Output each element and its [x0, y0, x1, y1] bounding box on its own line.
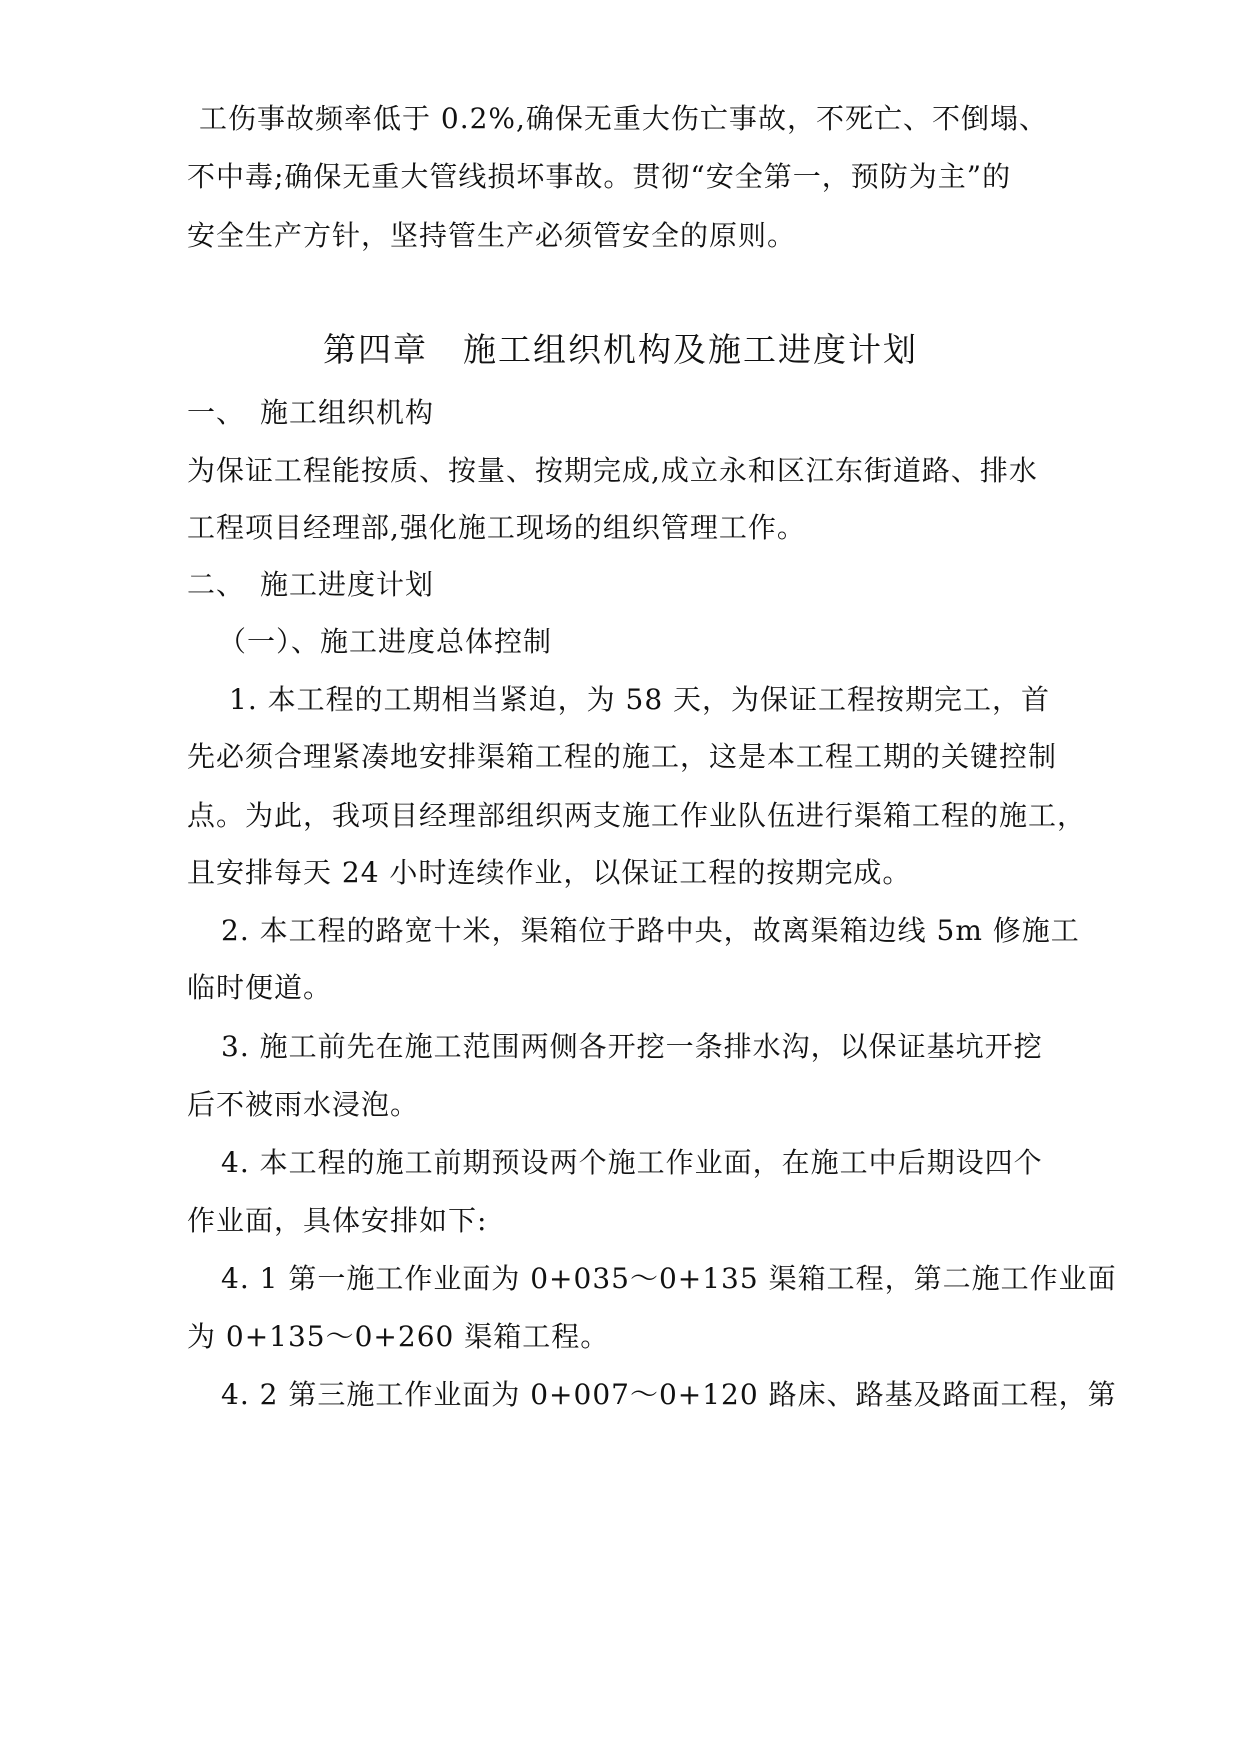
item-4-line-1: 4. 本工程的施工前期预设两个施工作业面，在施工中后期设四个 [221, 1146, 1043, 1179]
intro-line-3: 安全生产方针，坚持管生产必须管安全的原则。 [187, 219, 797, 252]
item-1-line-3: 点。为此，我项目经理部组织两支施工作业队伍进行渠箱工程的施工， [187, 799, 1087, 832]
item-3-line-1: 3. 施工前先在施工范围两侧各开挖一条排水沟，以保证基坑开挖 [221, 1030, 1043, 1063]
item-1-line-2: 先必须合理紧凑地安排渠箱工程的施工，这是本工程工期的关键控制 [187, 740, 1058, 773]
section-1-heading: 一、 施工组织机构 [187, 396, 435, 429]
item-4-2-line-1: 4. 2 第三施工作业面为 0+007～0+120 路床、路基及路面工程，第 [221, 1378, 1117, 1411]
item-2-line-2: 临时便道。 [187, 971, 333, 1004]
item-1-line-4: 且安排每天 24 小时连续作业，以保证工程的按期完成。 [187, 856, 912, 889]
section-1-line-2: 工程项目经理部,强化施工现场的组织管理工作。 [187, 511, 806, 544]
item-4-line-2: 作业面，具体安排如下: [187, 1204, 488, 1237]
item-4-1-line-2: 为 0+135～0+260 渠箱工程。 [187, 1320, 610, 1353]
section-2-subheading: （一）、施工进度总体控制 [218, 625, 553, 658]
intro-line-2: 不中毒;确保无重大管线损坏事故。贯彻“安全第一，预防为主”的 [187, 160, 1012, 193]
item-2-line-1: 2. 本工程的路宽十米，渠箱位于路中央，故离渠箱边线 5m 修施工 [221, 914, 1080, 947]
section-1-line-1: 为保证工程能按质、按量、按期完成,成立永和区江东街道路、排水 [187, 454, 1038, 487]
item-1-line-1: 1. 本工程的工期相当紧迫，为 58 天，为保证工程按期完工，首 [229, 683, 1051, 716]
item-4-1-line-1: 4. 1 第一施工作业面为 0+035～0+135 渠箱工程，第二施工作业面 [221, 1262, 1117, 1295]
intro-line-1: 工伤事故频率低于 0.2%,确保无重大伤亡事故，不死亡、不倒塌、 [199, 102, 1048, 135]
chapter-title: 第四章 施工组织机构及施工进度计划 [323, 330, 918, 369]
section-2-heading: 二、 施工进度计划 [187, 568, 435, 601]
item-3-line-2: 后不被雨水浸泡。 [187, 1088, 420, 1121]
